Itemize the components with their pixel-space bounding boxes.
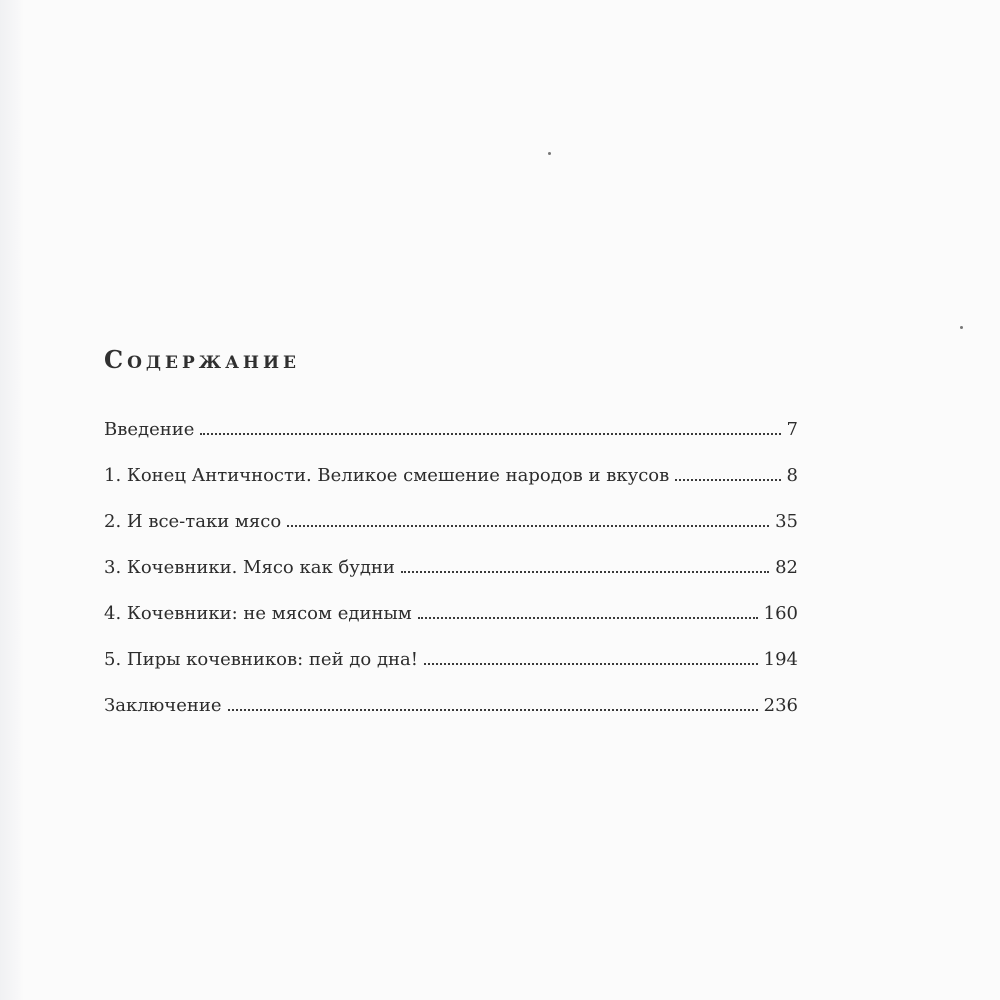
toc-entry-page-number: 8 [786,465,798,486]
toc-entry-chapter-4 [104,602,798,648]
toc-entry-chapter-3 [104,556,798,602]
paper-speck [548,152,551,155]
toc-entry-page-number: 160 [763,603,798,624]
toc-entry-conclusion [104,694,798,740]
dot-leader [228,695,758,711]
toc-entry-chapter-1 [104,464,798,510]
toc-entry-page-number: 236 [763,695,798,716]
dot-leader [418,603,758,619]
toc-entry-title: 5. Пиры кочевников: пей до дна! [104,649,418,670]
toc-entry-page-number: 82 [775,557,798,578]
toc-entry-page-number: 7 [786,419,798,440]
toc-entry-chapter-5 [104,648,798,694]
toc-heading: Содержание [104,345,300,374]
toc-entry-title: 1. Конец Античности. Великое смешение народов и вкусов [104,465,670,486]
toc-entry-introduction [104,418,798,464]
dot-leader [287,511,769,527]
paper-speck [960,326,963,329]
toc-entry-title: Введение [104,419,195,440]
page-edge-shadow [0,0,24,1000]
toc-entry-title: 2. И все-таки мясо [104,511,282,532]
dot-leader [200,419,780,435]
toc-entry-page-number: 194 [763,649,798,670]
toc-entry-page-number: 35 [775,511,798,532]
toc-entry-title: 3. Кочевники. Мясо как будни [104,557,395,578]
dot-leader [424,649,758,665]
dot-leader [675,465,780,481]
toc-entry-title: 4. Кочевники: не мясом единым [104,603,412,624]
table-of-contents [104,344,798,740]
toc-entry-chapter-2 [104,510,798,556]
toc-entry-title: Заключение [104,695,222,716]
dot-leader [401,557,769,573]
